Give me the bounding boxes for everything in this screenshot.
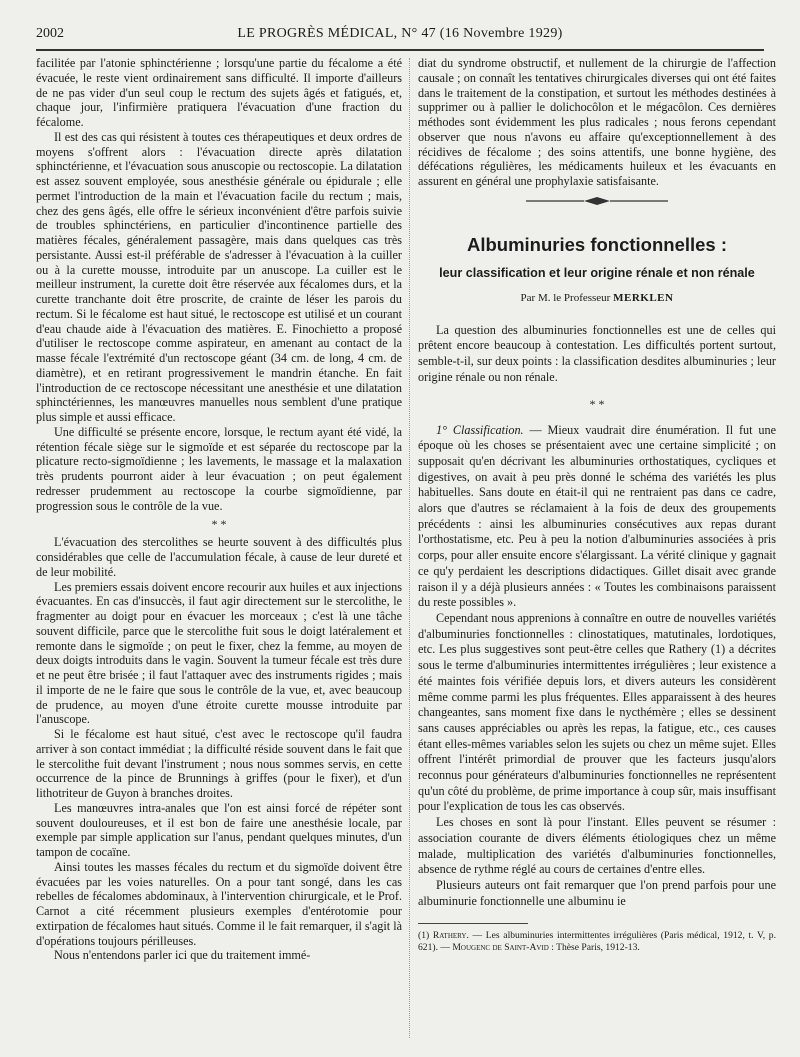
article xyxy=(418,233,776,955)
paragraph: facilitée par l'atonie sphinctérienne ; lorsqu'une partie du fécalome a été évacuée, le reste vient ordinairement sans difficulté. Il importe d'ailleurs de ne pas vider d'un seul coup le rectum des sujets âgés et fatigués, et, chaque jour, l'infirmière pratiquera l'évacuation d'une fraction du fécalome. xyxy=(36,56,402,129)
paragraph xyxy=(418,423,776,611)
header-rule xyxy=(36,49,764,51)
footnote-ref: (1) xyxy=(418,930,430,942)
footnote-text: — Les albuminuries intermittentes irrégulières (Paris médical, 1912, t. V, p. 621). — xyxy=(418,930,776,954)
paragraph: diat du syndrome obstructif, et nullement de la chirurgie de l'affection causale ; on connaît les tentatives chirurgicales diverses qui ont été faites dans le traitement de la constipation, et surtout les méthodes destinées à supprimer ou à pallier le dolichocôlon et le mégacôlon. Ces dernières méthodes sont évidemment les plus radicales ; nous ferons cependant observer que nous n'avons eu affaire qu'exceptionnellement à des récidives de fécalome ; des soins attentifs, une bonne hygiène, des défécations régulières, les médicaments huileux et les évacuants en assurent en général une prophylaxie satisfaisante. xyxy=(418,56,776,188)
column-divider xyxy=(409,58,410,1038)
paragraph: Une difficulté se présente encore, lorsque, le rectum ayant été vidé, la rétention fécale siège sur le sigmoïde et est séparée du rectoscope par la plicature recto-sigmoïdienne ; les lavements, le massage et la malaxation très prudents pourront aider à leur évacuation ; on peut également redresser prudemment au rectoscope la courbe sigmoïdienne, par progression sous le contrôle de la vue. xyxy=(36,424,402,513)
paragraph: La question des albuminuries fonctionnelles est une de celles qui prêtent encore beaucoup à contestation. Les difficultés portent surtout, semble-t-il, sur deux points : la classification desdites albuminuries ; leur origine rénale ou non rénale. xyxy=(418,322,776,384)
footnote-text: : Thèse Paris, 1912-13. xyxy=(548,942,640,954)
end-ornament xyxy=(522,195,672,207)
journal-running-title: LE PROGRÈS MÉDICAL, N° 47 (16 Novembre 1929) xyxy=(237,26,563,41)
section-separator: * * xyxy=(211,517,227,532)
paragraph: Les choses en sont là pour l'instant. Elles peuvent se résumer : association courante de divers éléments étiologiques chez un même malade, multiplication des variétés d'albuminuries fonctionnelles, absence de rythme réglé au cours de certaines d'entre elles. xyxy=(418,815,776,877)
right-column xyxy=(418,56,776,1046)
byline-prefix: Par M. le Professeur xyxy=(520,291,611,304)
paragraph: Les manœuvres intra-anales que l'on est ainsi forcé de répéter sont souvent douloureuses, et il est bon de faire une anesthésie locale, par exemple par simple application sur l'anus, pendant quelques minutes, d'un tampon de cocaïne. xyxy=(36,800,402,859)
section-text: — Mieux vaudrait dire énumération. Il fut une époque où les choses se présentaient avec une certaine simplicité ; on supposait qu'en décrivant les albuminuries orthostatiques, cycliques et digestives, on avait à peu près donné le schéma des variétés les plus habituelles. Sans doute en était-il qui ne rentraient pas dans ce cadre, alors que d'autres se réclamaient à la fois de deux des groupements précédents : ainsi les albuminuries consécutives aux repas durant l'orthostatisme, etc. Peu à peu la notion d'albuminuries associées à pris corps, pour aller ensuite encore s'élargissant. La vérité clinique y gagnait ce qu'y perdaient les descriptions didactiques. Gillet disait avec grande raison il y a déjà plusieurs années : « Toutes les combinaisons paraissent du reste possibles ». xyxy=(418,422,776,610)
left-column xyxy=(36,56,402,1046)
article-subtitle: leur classification et leur origine rénale et non rénale xyxy=(439,265,755,280)
paragraph: Cependant nous apprenions à connaître en outre de nouvelles variétés d'albuminuries fonctionnelles : clinostatiques, matutinales, lordotiques, etc. Les plus suggestives sont peut-être celles que Rathery (1) a décrites sous le terme d'albuminuries intermittentes irrégulières ; leur existence a été maintes fois vérifiée depuis lors, et divers auteurs les considèrent même comme parmi les plus fréquentes. Elles apparaissent à des heures changeantes, sans moment fixe dans le nycthémère ; elles se dessinent sans causes appréciables ou après les repas, la fatigue, etc., ces causes étant elles-mêmes variables selon les sujets ou chez un même sujet. Elles offrent l'intérêt primordial de prouver que les facteurs jusqu'alors reconnus pour générateurs d'albuminuries fonctionnelles ne représentent qu'un côté du problème, de prime importance à coup sûr, mais insuffisant pour l'explication de tous les cas observés. xyxy=(418,611,776,814)
section-separator: * * xyxy=(589,396,605,411)
paragraph: L'évacuation des stercolithes se heurte souvent à des difficultés plus considérables que celle de l'accumulation fécale, à cause de leur dureté et de leur mobilité. xyxy=(36,535,402,579)
page-number: 2002 xyxy=(36,26,64,41)
footnote xyxy=(418,930,776,954)
footnote-author: Mougenc de Saint-Avid xyxy=(452,942,549,954)
byline-author: MERKLEN xyxy=(613,291,674,304)
footnote-rule xyxy=(418,923,528,924)
article-byline xyxy=(418,291,776,305)
paragraph: Il est des cas qui résistent à toutes ces thérapeutiques et deux ordres de moyens s'offrent alors : l'évacuation directe après dilatation sphinctérienne, et l'évacuation sous anuscopie ou rectoscopie. La dilatation est assez souvent employée, sous anesthésie générale ou épidurale ; elle permet l'introduction de la main et l'évacuation facile du rectum ; mais, chez des gens âgés, elle offre le sérieux inconvénient d'être parfois suivie de troubles sphinctériens, en particulier d'incontinence partielle des matières fécales, généralement passagère, mais dans quelques cas très persistante. Aussi est-il préférable de s'adresser à l'évacuation à la cuiller ou à la curette mousse, introduite par un anuscope. La cuiller est le meilleur instrument, la curette doit être réservée aux fécalomes durs, et la curette tranchante doit être proscrite, de crainte de léser les parois du rectum. Si le fécalome est haut situé, le rectoscope est utilisé et un courant d'eau chaude aide à l'évacuation des matières. E. Finochietto a proposé d'utiliser le rectoscope comme aspirateur, en amenant au contact de la masse fécale l'extrémité d'un rectoscope géant (34 cm. de long, 4 cm. de diamètre), et en retirant progressivement le mandrin étanche. En fait l'introduction de ce rectoscope nécessitant une anesthésie et une dilatation sphinctériennes, les manœuvres manuelles nous semblent d'une pratique plus simple et aussi efficace. xyxy=(36,129,402,424)
paragraph: Nous n'entendons parler ici que du traitement immé- xyxy=(54,948,311,963)
footnote-author: Rathery. xyxy=(432,930,469,942)
article-title: Albuminuries fonctionnelles : xyxy=(466,233,728,255)
paragraph: Plusieurs auteurs ont fait remarquer que l'on prend parfois pour une albuminurie fonctionnelle une albuminu ie xyxy=(418,877,776,908)
paragraph: Les premiers essais doivent encore recourir aux huiles et aux injections évacuantes. En cas d'insuccès, il faut agir directement sur le stercolithe, le fragmenter au doigt pour en évacuer les morceaux ; c'est là une tâche souvent difficile, parce que le stercolithe fuit sous le doigt latéralement et remonte dans le sigmoïde ; on peut le fixer, chez la femme, au moyen de deux doigts introduits dans le vagin. Souvent la tumeur fécale est très dure et ne peut être brisée ; il faut l'attaquer avec des instruments rigides ; mais il importe de ne le faire que sous le contrôle de la vue, et, avec beaucoup de prudence, au moyen d'une étroite curette mousse introduite par l'anuscope. xyxy=(36,579,402,727)
paragraph: Si le fécalome est haut situé, c'est avec le rectoscope qu'il faudra arriver à son contact immédiat ; la difficulté réside souvent dans le fait que le stercolithe fuit devant l'instrument ; nous nous sommes servis, en cette occurrence de la pince de Brunnings à griffes (pour le fixer), et d'un lithotriteur de Guyon à branches droites. xyxy=(36,727,402,800)
page-header xyxy=(36,24,764,44)
paragraph: Ainsi toutes les masses fécales du rectum et du sigmoïde doivent être évacuées par les voies naturelles. On a pour tant songé, dans les cas rebelles de fécalomes abdominaux, à l'intervention chirurgicale, et le Prof. Carnot a cité récemment plusieurs exemples d'entérotomie pour extirpation de fécalomes haut situés. Comme il le fait remarquer, il s'agit là d'opérations toujours périlleuses. xyxy=(36,859,402,948)
section-heading: 1° Classification. xyxy=(436,422,524,437)
